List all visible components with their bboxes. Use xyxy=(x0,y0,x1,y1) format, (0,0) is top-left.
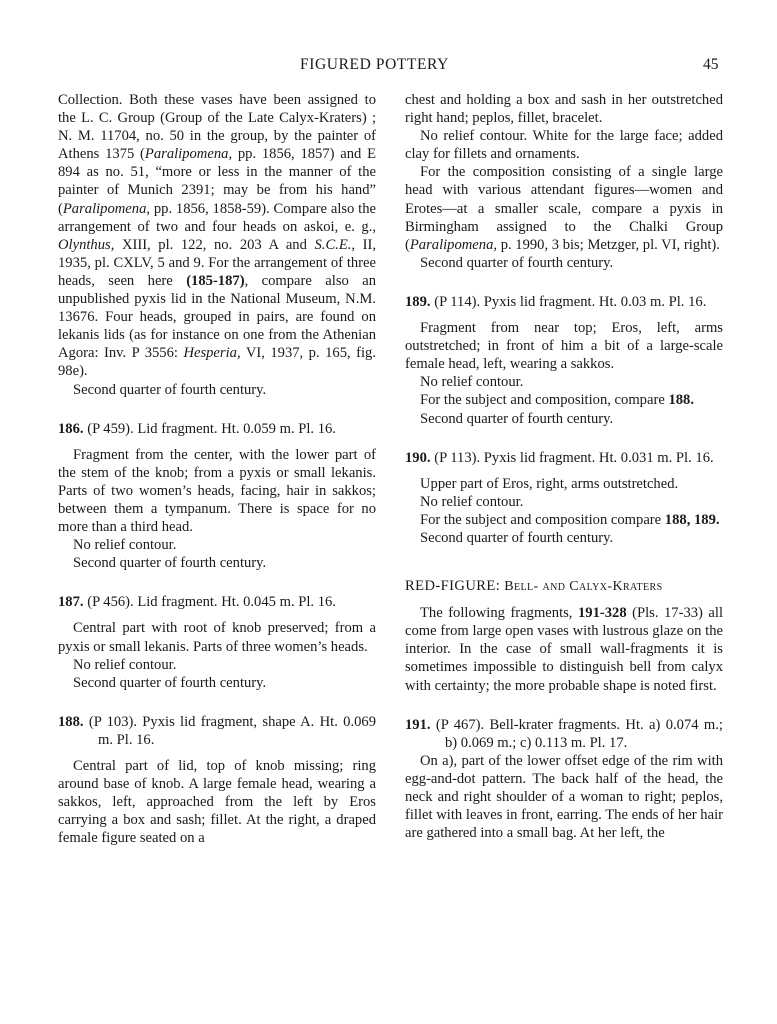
text-run: , pp. 1856, 1857) and E 894 as no. 51, “more or less in the manner of the painter of Munich 2391; may be from his hand” ( xyxy=(58,146,376,217)
entry-190-contour: No relief contour. xyxy=(420,493,524,510)
text-run: , VI, 1937, p. 165, fig. 98e). xyxy=(58,345,376,380)
entry-189-contour: No relief contour. xyxy=(420,374,524,391)
spacer xyxy=(58,572,376,593)
entry-190-description: Upper part of Eros, right, arms outstretched. xyxy=(420,475,679,492)
section-heading xyxy=(405,577,723,596)
page-number: 45 xyxy=(703,56,719,73)
catalogue-number: 187. xyxy=(58,594,84,611)
entry-189-comparison xyxy=(405,391,723,409)
spacer xyxy=(405,547,723,577)
entry-189-description: Fragment from near top; Eros, left, arms outstretched; in front of him a bit of a large-scale female head, left, wearing a sakkos. xyxy=(405,320,723,373)
entry-187-contour: No relief contour. xyxy=(73,656,177,673)
entry-header-text: (P 103). Pyxis lid fragment, shape A. Ht. 0.069 m. Pl. 16. xyxy=(88,713,376,748)
italic-ref: S.C.E. xyxy=(314,236,352,253)
left-column xyxy=(58,91,376,847)
entry-186-date: Second quarter of fourth century. xyxy=(73,555,267,572)
running-head xyxy=(0,56,777,80)
section-heading-main: RED-FIGURE: xyxy=(405,578,501,595)
italic-ref: Paralipomena xyxy=(62,200,147,217)
text-run: For the composition consisting of a single large head with various attendant figures—women and Erotes—at a smaller scale, compare a pyxis in Birmingham assigned to the Chalki Group ( xyxy=(405,164,723,253)
text-run: , XIII, pl. 122, no. 203 A and xyxy=(110,236,315,253)
spacer xyxy=(405,695,723,716)
catalogue-number: 188. xyxy=(58,713,84,730)
italic-ref: Olynthus xyxy=(58,236,111,253)
entry-191-description: On a), part of the lower offset edge of the rim with egg-and-dot pattern. The back half of the head, the neck and right shoulder of a woman to right; peplos, fillet with leaves in front, earring. The ends of her hair are gathered into a small bag. At her left, the xyxy=(405,752,723,842)
catalogue-number: 186. xyxy=(58,420,84,437)
entry-header-text: (P 113). Pyxis lid fragment. Ht. 0.031 m. Pl. 16. xyxy=(434,449,714,466)
spacer xyxy=(405,467,723,475)
italic-ref: Hesperia xyxy=(183,345,237,362)
entry-header-text: (P 459). Lid fragment. Ht. 0.059 m. Pl. 16. xyxy=(87,420,336,437)
entry-190-header xyxy=(405,449,723,467)
running-head-title: FIGURED POTTERY xyxy=(300,56,449,73)
catalogue-number: 189. xyxy=(405,293,431,310)
entry-185-continuation xyxy=(58,91,376,381)
entry-189-header xyxy=(405,293,723,311)
spacer xyxy=(58,438,376,446)
entry-189-date: Second quarter of fourth century. xyxy=(420,410,614,427)
text-run: , II, 1935, pl. CXLV, 5 and 9. For the arrangement of three heads, seen here xyxy=(58,236,376,289)
bold-ref: 188, 189. xyxy=(664,511,720,528)
text-run: Collection. Both these vases have been assigned to the L. C. Group (Group of the Late Calyx-Kraters) ; N. M. 11704, no. 50 in the group, by the painter of Athens 1375 ( xyxy=(58,92,376,163)
entry-186-contour: No relief contour. xyxy=(73,537,177,554)
entry-188-description-continued: chest and holding a box and sash in her outstretched right hand; peplos, fillet, bracelet. xyxy=(405,92,723,127)
entry-190-date: Second quarter of fourth century. xyxy=(420,529,614,546)
entry-188-contour: No relief contour. White for the large face; added clay for fillets and ornaments. xyxy=(405,128,723,163)
text-run: , pp. 1856, 1858-59). Compare also the arrangement of two and four heads on askoi, e. g., xyxy=(58,200,376,235)
entry-header-text: (P 114). Pyxis lid fragment. Ht. 0.03 m. Pl. 16. xyxy=(434,293,707,310)
entry-188-date: Second quarter of fourth century. xyxy=(420,254,614,271)
section-heading-sub: Bell- and Calyx-Kraters xyxy=(504,579,663,595)
entry-190-comparison xyxy=(405,511,723,529)
spacer xyxy=(58,399,376,420)
spacer xyxy=(405,272,723,293)
entry-188-description: Central part of lid, top of knob missing; ring around base of knob. A large female head, wearing a sakkos, left, approached from the left by Eros carrying a box and sash; fillet. At the right, a draped female figure seated on a xyxy=(58,758,376,847)
catalogue-number: 190. xyxy=(405,449,431,466)
entry-header-text: (P 467). Bell-krater fragments. Ht. a) 0.074 m.; b) 0.069 m.; c) 0.113 m. Pl. 17. xyxy=(435,716,723,751)
text-run: For the subject and composition compare xyxy=(420,511,665,528)
entry-186-description: Fragment from the center, with the lower part of the stem of the knob; from a pyxis or small lekanis. Parts of two women’s heads, facing, hair in sakkos; between them a tympanum. There is space for no more than a third head. xyxy=(58,446,376,536)
bold-ref: 191-328 xyxy=(577,605,627,622)
text-run: (Pls. 17-33) all come from large open vases with lustrous glaze on the interior. In the case of small wall-fragments it is sometimes impossible to distinguish bell from calyx with certainty; the more probable shape is noted first. xyxy=(405,605,723,694)
entry-185-date: Second quarter of fourth century. xyxy=(73,381,267,398)
right-column xyxy=(405,91,723,842)
section-intro xyxy=(405,604,723,694)
bold-ref: 188. xyxy=(668,392,694,409)
entry-header-text: (P 456). Lid fragment. Ht. 0.045 m. Pl. 16. xyxy=(87,594,336,611)
spacer xyxy=(405,428,723,449)
spacer xyxy=(58,749,376,757)
catalogue-number: 191. xyxy=(405,716,431,733)
italic-ref: Paralipomena xyxy=(409,236,494,253)
entry-188-comparison xyxy=(405,163,723,253)
entry-191-header xyxy=(405,716,723,752)
entry-188-header xyxy=(58,713,376,749)
bold-ref: (185-187) xyxy=(186,272,245,289)
spacer xyxy=(58,611,376,619)
entry-187-header xyxy=(58,593,376,611)
text-run: The following fragments, xyxy=(420,605,578,622)
spacer xyxy=(405,311,723,319)
entry-186-header xyxy=(58,420,376,438)
entry-187-description: Central part with root of knob preserved; from a pyxis or small lekanis. Parts of three women’s heads. xyxy=(58,620,376,655)
text-run: , p. 1990, 3 bis; Metzger, pl. VI, right). xyxy=(493,236,720,253)
italic-ref: Paralipomena xyxy=(144,146,229,163)
text-run: , compare also an unpublished pyxis lid in the National Museum, N.M. 13676. Four heads, grouped in pairs, are found on lekanis lids (as for instance on one from the Athenian Agora: Inv. P 3556: xyxy=(58,272,376,362)
text-run: For the subject and composition, compare xyxy=(420,392,669,409)
spacer xyxy=(58,692,376,713)
spacer xyxy=(405,596,723,604)
entry-187-date: Second quarter of fourth century. xyxy=(73,674,267,691)
